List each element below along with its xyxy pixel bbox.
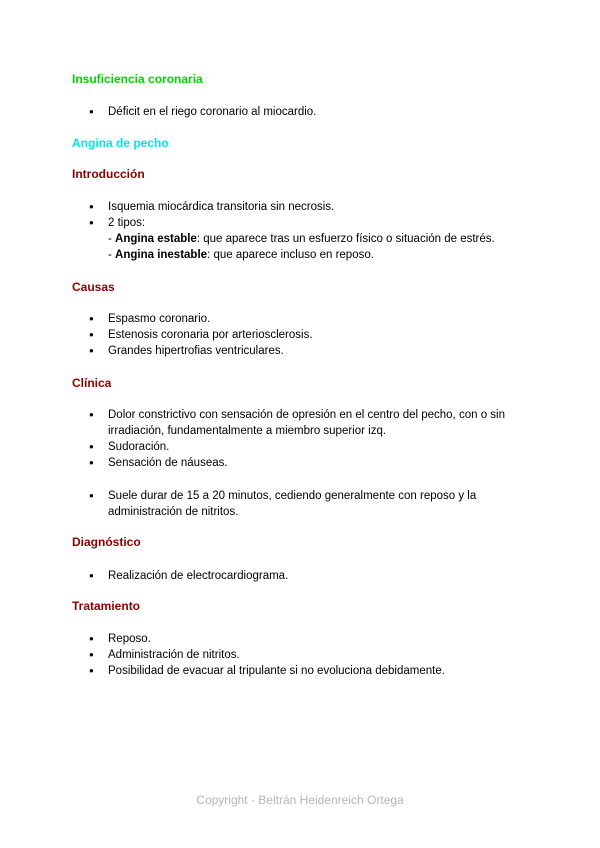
heading-introduccion: Introducción — [72, 167, 145, 181]
heading-diagnostico: Diagnóstico — [72, 535, 141, 549]
term-angina-estable: Angina estable — [115, 233, 197, 245]
list-item: ● Posibilidad de evacuar al tripulante si no evoluciona debidamente. — [72, 663, 548, 679]
list-item: ● Sensación de náuseas. — [72, 455, 548, 471]
list-item: ● Grandes hipertrofias ventriculares. — [72, 343, 548, 359]
heading-insuficiencia-coronaria: Insuficiencia coronaria — [72, 72, 203, 86]
sub-angina-inestable — [108, 247, 548, 263]
list-diagnostico — [72, 568, 548, 584]
list-item: ● Sudoración. — [72, 439, 548, 455]
list-tratamiento — [72, 631, 548, 679]
list-item: ● Realización de electrocardiograma. — [72, 568, 548, 584]
tipos-label: 2 tipos: — [108, 217, 146, 229]
list-item: ● Estenosis coronaria por arteriosclerosis. — [72, 327, 548, 343]
list-item-tipos — [72, 215, 548, 263]
list-clinica-duracion — [72, 488, 548, 520]
sub-angina-estable — [108, 231, 548, 247]
list-introduccion — [72, 199, 548, 263]
def-angina-inestable: : que aparece incluso en reposo. — [207, 249, 374, 261]
list-causas — [72, 311, 548, 359]
copyright-footer: Copyright - Beltrán Heidenreich Ortega — [196, 793, 404, 807]
def-angina-estable: : que aparece tras un esfuerzo físico o situación de estrés. — [196, 233, 495, 245]
heading-angina-de-pecho: Angina de pecho — [72, 136, 169, 150]
list-clinica — [72, 407, 548, 471]
list-item: ● Dolor constrictivo con sensación de opresión en el centro del pecho, con o sin irradiación, fundamentalmente a miembro superior izq. — [72, 407, 548, 439]
list-item: ● Administración de nitritos. — [72, 647, 548, 663]
list-item: ● Déficit en el riego coronario al miocardio. — [72, 104, 548, 120]
list-insuficiencia — [72, 104, 548, 120]
list-item: ● Reposo. — [72, 631, 548, 647]
dash: - — [108, 233, 116, 245]
list-item: ● Isquemia miocárdica transitoria sin necrosis. — [72, 199, 548, 215]
list-item: ● Suele durar de 15 a 20 minutos, cediendo generalmente con reposo y la administración de nitritos. — [72, 488, 548, 520]
heading-causas: Causas — [72, 280, 115, 294]
heading-clinica: Clínica — [72, 376, 112, 390]
term-angina-inestable: Angina inestable — [115, 249, 208, 261]
list-item: ● Espasmo coronario. — [72, 311, 548, 327]
dash: - — [108, 249, 116, 261]
heading-tratamiento: Tratamiento — [72, 599, 141, 613]
